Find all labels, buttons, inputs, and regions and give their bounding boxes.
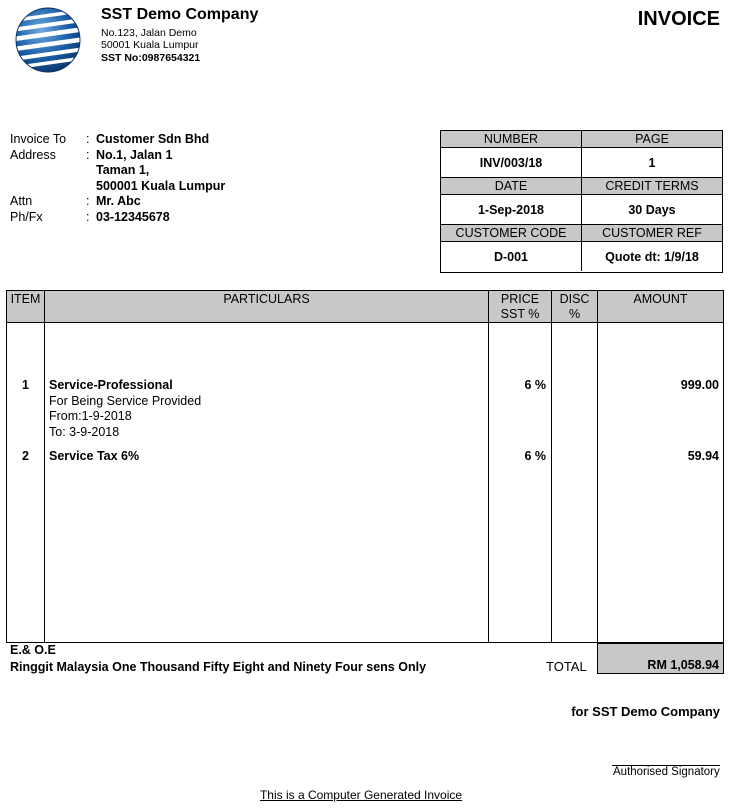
company-name: SST Demo Company	[101, 6, 259, 23]
item-1-sst: 6 %	[524, 378, 546, 392]
company-sst-number: SST No:0987654321	[101, 52, 201, 64]
header-particulars: PARTICULARS	[223, 292, 310, 306]
separator: :	[86, 194, 90, 208]
credit-terms: 30 Days	[581, 195, 722, 225]
total-label: TOTAL	[546, 659, 587, 674]
separator: :	[86, 147, 90, 162]
credit-terms-label: CREDIT TERMS	[581, 178, 722, 195]
address-line2: Taman 1,	[96, 163, 150, 177]
address-line3: 500001 Kuala Lumpur	[96, 178, 226, 193]
phfx-value: 03-12345678	[96, 209, 170, 224]
phfx-label: Ph/Fx	[10, 209, 43, 224]
address-line1: No.1, Jalan 1	[96, 147, 173, 162]
item-2-sst: 6 %	[524, 449, 546, 463]
page-label: PAGE	[581, 131, 722, 148]
customer-ref-label: CUSTOMER REF	[581, 225, 722, 242]
page-number: 1	[581, 148, 722, 178]
authorised-signatory: Authorised Signatory	[613, 766, 720, 778]
item-2-amount: 59.94	[687, 449, 719, 463]
header-disc: DISC %	[559, 292, 590, 321]
company-logo-globe-icon	[14, 6, 82, 74]
customer-code: D-001	[493, 250, 529, 264]
invoice-info-box	[440, 130, 723, 273]
separator: :	[86, 209, 90, 224]
amount-in-words: Ringgit Malaysia One Thousand Fifty Eight and Ninety Four sens Only	[10, 660, 427, 674]
company-address-line2: 50001 Kuala Lumpur	[101, 39, 199, 51]
address-label: Address	[10, 147, 56, 162]
item-2-particulars: Service Tax 6%	[49, 449, 140, 463]
invoice-to-value: Customer Sdn Bhd	[96, 132, 210, 146]
date-label: DATE	[441, 178, 581, 195]
invoice-number: INV/003/18	[441, 148, 581, 178]
header-item: ITEM	[10, 292, 41, 306]
item-1-amount: 999.00	[680, 378, 719, 392]
footer-note: This is a Computer Generated Invoice	[259, 788, 463, 802]
line-items-table	[6, 290, 724, 643]
invoice-date: 1-Sep-2018	[441, 195, 581, 225]
customer-ref: Quote dt: 1/9/18	[581, 242, 722, 271]
header-price-sst: PRICE SST %	[500, 292, 540, 321]
attn-label: Attn	[10, 194, 33, 208]
item-1-number: 1	[22, 378, 29, 392]
invoice-to-label: Invoice To	[10, 132, 67, 146]
header-amount: AMOUNT	[633, 292, 688, 306]
company-address-line1: No.123, Jalan Demo	[101, 27, 197, 39]
bill-to-block	[10, 132, 225, 225]
errors-omissions-note: E.& O.E	[10, 643, 56, 657]
separator: :	[86, 132, 90, 146]
item-2-number: 2	[22, 449, 29, 463]
total-value: RM 1,058.94	[647, 658, 719, 672]
total-box	[597, 643, 724, 674]
document-title: INVOICE	[637, 8, 720, 30]
item-1-particulars: Service-Professional For Being Service Provided From:1-9-2018 To: 3-9-2018	[49, 378, 202, 439]
customer-code-label: CUSTOMER CODE	[441, 225, 581, 242]
attn-value: Mr. Abc	[96, 194, 141, 208]
number-label: NUMBER	[441, 131, 581, 148]
for-company: for SST Demo Company	[571, 704, 720, 719]
